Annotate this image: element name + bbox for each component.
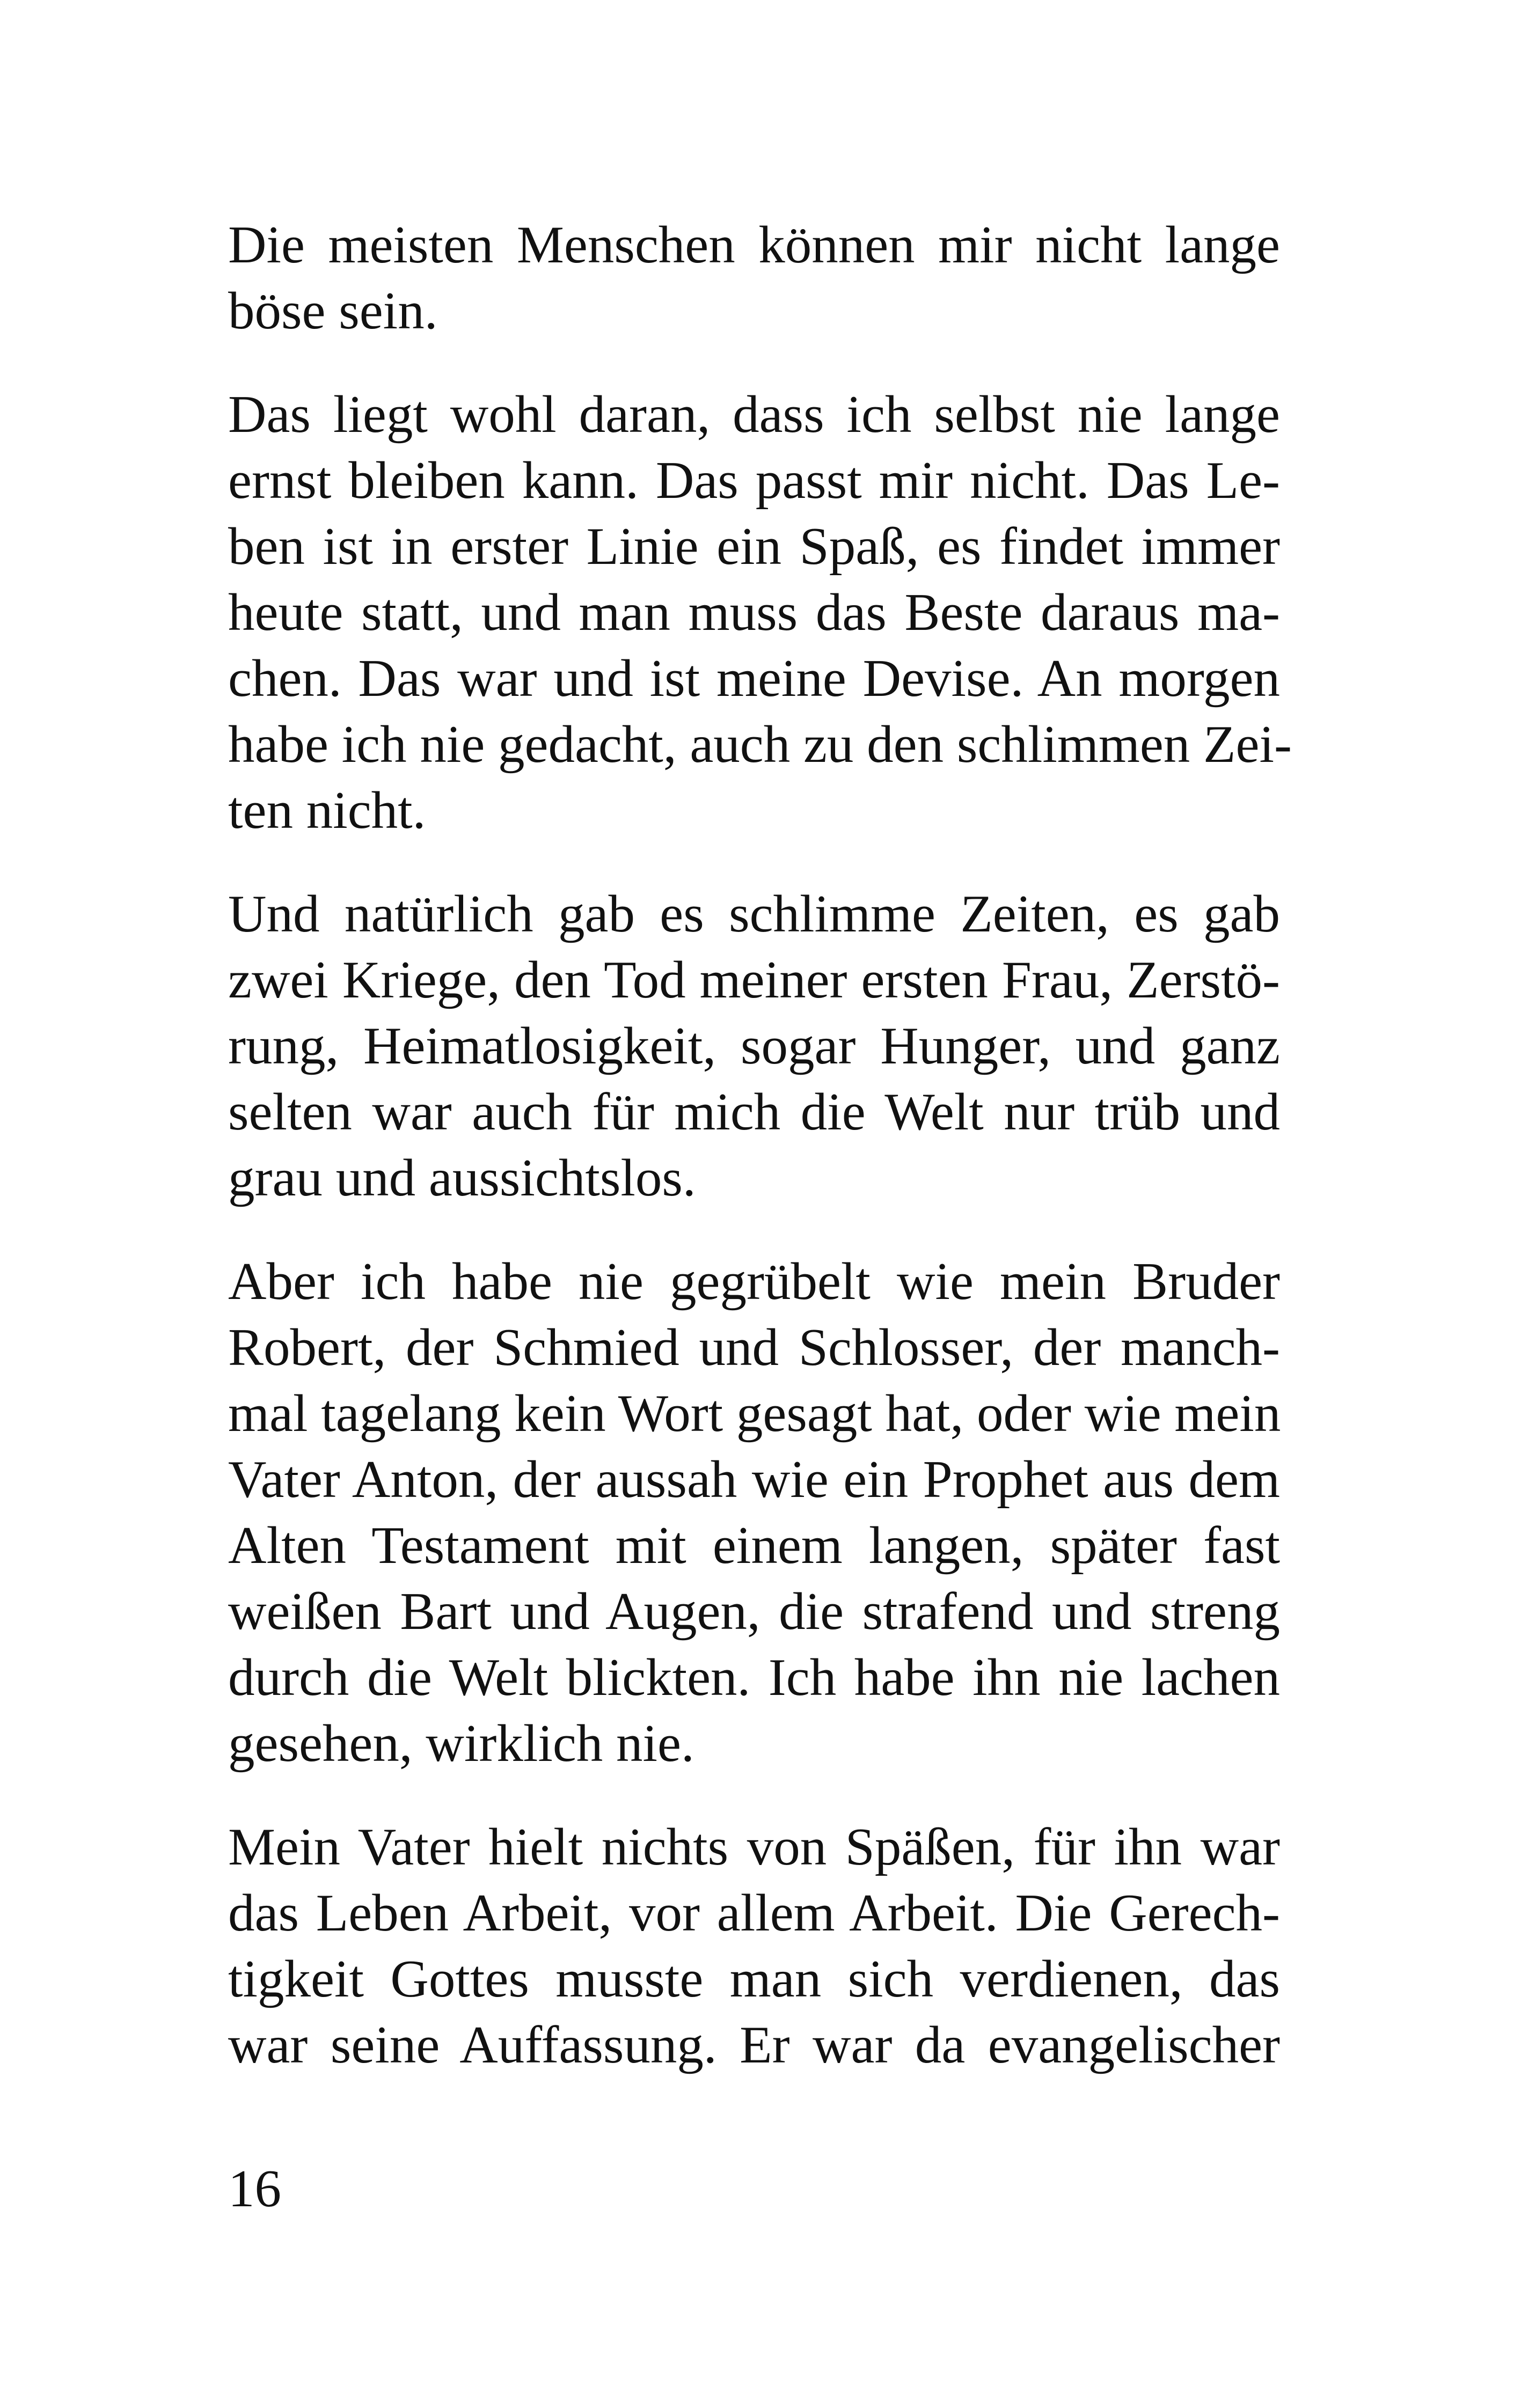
text-line: weißen Bart und Augen, die strafend und streng [228, 1582, 1280, 1641]
text-line: Die meisten Menschen können mir nicht lange [228, 216, 1280, 274]
text-line: ben ist in erster Linie ein Spaß, es findet immer [228, 517, 1280, 576]
text-line: das Leben Arbeit, vor allem Arbeit. Die Gerech- [228, 1884, 1280, 1942]
text-line: war seine Auffassung. Er war da evangelischer [228, 2016, 1280, 2074]
text-line: grau und aussichtslos. [228, 1149, 696, 1207]
text-line: ernst bleiben kann. Das passt mir nicht. Das Le- [228, 451, 1280, 510]
text-line: heute statt, und man muss das Beste daraus ma- [228, 583, 1280, 642]
text-line: Robert, der Schmied und Schlosser, der manch- [228, 1318, 1280, 1377]
paragraph-5 [228, 1814, 1280, 2078]
text-line: Mein Vater hielt nichts von Späßen, für ihn war [228, 1818, 1280, 1876]
body-text [228, 212, 1292, 2116]
text-line: böse sein. [228, 282, 438, 340]
text-line: selten war auch für mich die Welt nur trüb und [228, 1083, 1280, 1141]
text-line: ten nicht. [228, 781, 426, 840]
paragraph-1 [228, 212, 1280, 344]
text-line: habe ich nie gedacht, auch zu den schlimmen Zei- [228, 715, 1292, 774]
text-line: Und natürlich gab es schlimme Zeiten, es gab [228, 885, 1280, 943]
text-line: gesehen, wirklich nie. [228, 1714, 694, 1773]
text-line: Aber ich habe nie gegrübelt wie mein Bruder [228, 1252, 1280, 1311]
text-line: chen. Das war und ist meine Devise. An morgen [228, 649, 1280, 708]
text-line: zwei Kriege, den Tod meiner ersten Frau, Zerstö- [228, 951, 1280, 1009]
text-line: Das liegt wohl daran, dass ich selbst nie lange [228, 385, 1280, 444]
paragraph-3 [228, 881, 1280, 1211]
text-line: rung, Heimatlosigkeit, sogar Hunger, und ganz [228, 1017, 1280, 1075]
text-line: Vater Anton, der aussah wie ein Prophet aus dem [228, 1450, 1280, 1509]
text-line: durch die Welt blickten. Ich habe ihn nie lachen [228, 1648, 1280, 1707]
paragraph-2 [228, 381, 1292, 843]
text-line: mal tagelang kein Wort gesagt hat, oder wie mein [228, 1384, 1281, 1443]
text-line: tigkeit Gottes musste man sich verdienen, das [228, 1950, 1280, 2008]
page-number: 16 [228, 2160, 281, 2218]
text-line: Alten Testament mit einem langen, später fast [228, 1516, 1280, 1575]
paragraph-4 [228, 1249, 1280, 1776]
